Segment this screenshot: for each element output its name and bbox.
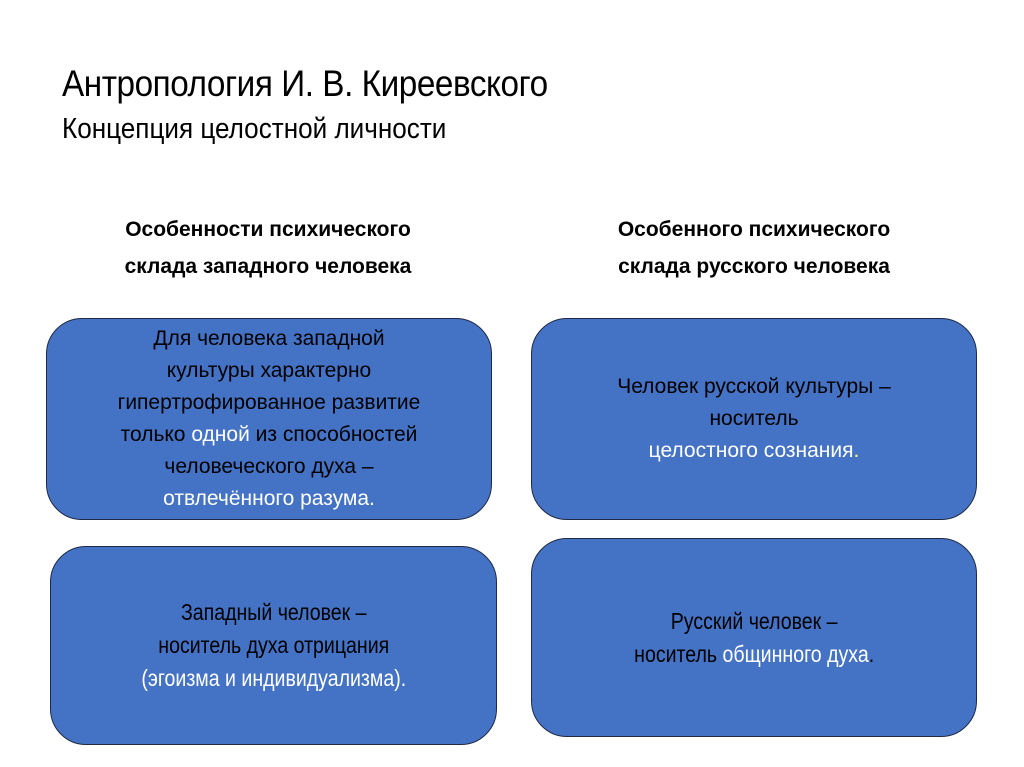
highlighted-text: целостного сознания [648,439,854,462]
text-line: носитель духа отрицания [158,632,389,658]
highlighted-text: отвлечённого разума. [163,487,375,510]
text-line: культуры характерно [166,359,372,382]
slide-title: Антропология И. В. Киреевского [62,63,548,104]
slide-subtitle: Концепция целостной личности [62,113,447,145]
text-segment: носитель [634,640,723,667]
russian-person-box [531,538,977,737]
text-line: Для человека западной [153,327,385,350]
west-culture-box [46,318,492,520]
highlighted-text: одной [191,423,250,446]
heading-line: Особенного психического [617,218,891,241]
russian-culture-box [531,318,977,520]
text-line: гипертрофированное развитие [117,391,421,414]
text-line: Русский человек – [670,607,838,634]
text-line [121,419,418,451]
text-segment: . [868,640,874,667]
text-line: Западный человек – [180,599,367,625]
west-column-heading [38,211,498,285]
text-line: Человек русской культуры – [617,375,891,398]
heading-line: склада западного человека [124,255,412,278]
heading-line: Особенности психического [125,218,411,241]
text-segment: из способностей [249,423,418,446]
text-line [634,638,874,671]
highlighted-text: общинного духа [722,640,869,667]
text-line [649,435,860,467]
heading-line: склада русского человека [618,255,890,278]
text-segment: только [120,423,192,446]
accent-text: . [853,439,860,462]
russian-column-heading [524,211,984,285]
west-person-box [50,546,497,745]
highlighted-text: (эгоизма и индивидуализма). [141,665,406,691]
text-line: носитель [709,407,799,430]
text-line: человеческого духа – [164,455,374,478]
